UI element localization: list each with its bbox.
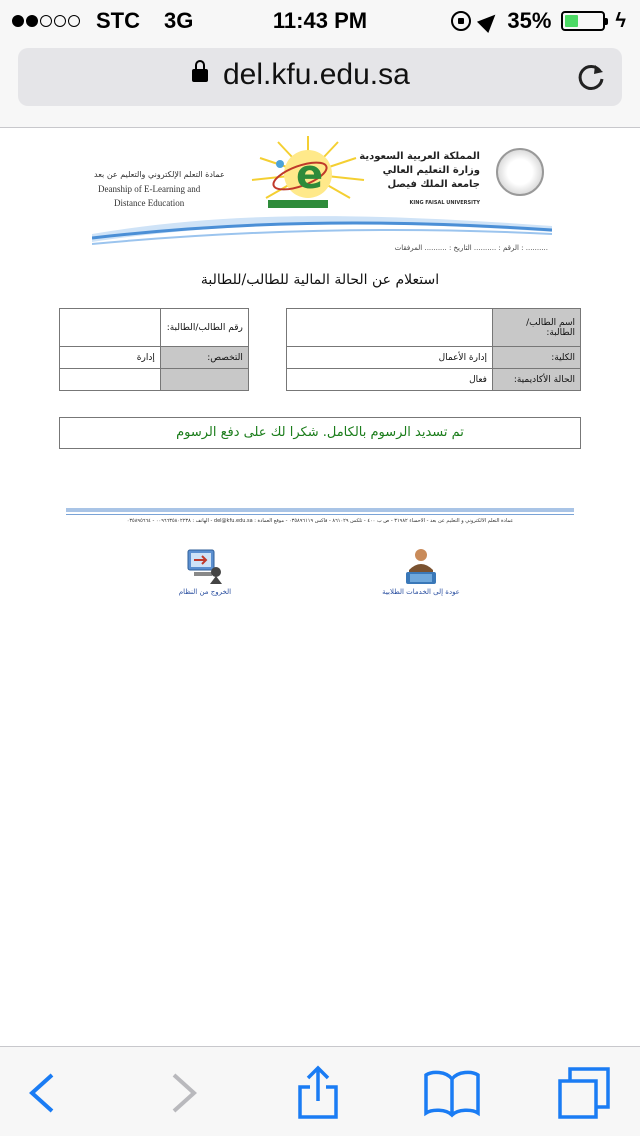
ministry-block	[359, 150, 480, 192]
forward-icon[interactable]	[152, 1065, 212, 1121]
logout-link[interactable]	[150, 546, 260, 596]
payment-status-notice: تم تسديد الرسوم بالكامل. شكرا لك على دفع الرسوم	[59, 417, 581, 449]
table-spacer	[248, 309, 286, 391]
student-id-value	[60, 309, 161, 347]
academic-status-value: فعال	[286, 369, 492, 391]
rotation-lock-icon	[451, 11, 471, 31]
network-type: 3G	[164, 8, 194, 33]
deanship-arabic: عمادة التعلم الإلكتروني والتعليم عن بعد	[94, 170, 225, 179]
svg-text:e: e	[296, 152, 324, 198]
url-text: del.kfu.edu.sa	[223, 58, 410, 91]
student-name-label: اسم الطالب/ الطالبة:	[493, 309, 581, 347]
empty-label-cell	[160, 369, 248, 391]
ministry-name: وزارة التعليم العالي	[382, 165, 480, 176]
back-icon[interactable]	[14, 1065, 74, 1121]
footer-contact-text: عمادة التعلم الالكتروني و التعليم عن بعد - الأحساء ٣١٩٨٢ - ص ب ٤٠٠ - تلكس ٨٦١٠٢٩ - فاكس ٠٣٥٨٩٦١١٩ - موقع العمادة : del@kfu.edu.sa - الهاتف : ٠٠٩٦٦٣٥٨٠٢٢٣٨ - ٠٣٥٨٩٥٦٦٤	[126, 518, 514, 524]
letterhead	[62, 134, 552, 262]
battery-percent: 35%	[507, 8, 552, 33]
deanship-english-line1: Deanship of E-Learning and	[98, 184, 201, 194]
kingdom-name: المملكة العربية السعودية	[359, 151, 480, 162]
status-right	[451, 8, 626, 34]
back-to-services-label: عودة إلى الخدمات الطلابية	[382, 588, 460, 596]
deanship-english-line2: Distance Education	[113, 198, 185, 208]
address-bar[interactable]	[18, 48, 622, 106]
carrier-name: STC	[96, 8, 140, 33]
reload-icon[interactable]	[576, 62, 606, 98]
table-row	[60, 309, 581, 347]
logout-icon	[184, 546, 226, 586]
student-name-value	[286, 309, 492, 347]
table-row	[60, 369, 581, 391]
location-arrow-icon	[477, 9, 501, 33]
academic-status-label: الحالة الأكاديمية:	[493, 369, 581, 391]
tabs-icon[interactable]	[556, 1065, 616, 1121]
bookmarks-icon[interactable]	[422, 1065, 482, 1121]
browser-toolbar	[0, 1046, 640, 1136]
back-to-student-services-link[interactable]	[366, 546, 476, 596]
reference-fields: الرقم : .......... التاريخ : .......... المرفقات : ..........	[394, 244, 548, 252]
battery-level-fill	[565, 15, 578, 27]
browser-chrome	[0, 0, 640, 128]
major-value: إدارة	[60, 347, 161, 369]
battery-icon	[561, 11, 605, 31]
university-name-ar: جامعة الملك فيصل	[387, 179, 480, 190]
status-bar	[0, 0, 640, 40]
university-seal-icon	[496, 148, 544, 196]
charging-bolt-icon: ϟ	[615, 9, 626, 32]
footer-divider	[66, 508, 574, 512]
web-page	[0, 128, 640, 1046]
status-time: 11:43 PM	[272, 8, 368, 33]
share-icon[interactable]	[288, 1065, 348, 1121]
major-label: التخصص:	[160, 347, 248, 369]
student-services-icon	[400, 546, 442, 586]
student-id-label: رقم الطالب/الطالبة:	[160, 309, 248, 347]
university-name-en: KING FAISAL UNIVERSITY	[409, 200, 480, 206]
empty-value-cell	[60, 369, 161, 391]
page-title: استعلام عن الحالة المالية للطالب/للطالبة	[200, 272, 440, 288]
college-label: الكلية:	[493, 347, 581, 369]
student-info-table	[59, 308, 581, 391]
table-row	[60, 347, 581, 369]
logout-label: الخروج من النظام	[178, 588, 232, 596]
padlock-icon	[192, 66, 208, 84]
college-value: إدارة الأعمال	[286, 347, 492, 369]
footer-rule	[66, 514, 574, 515]
